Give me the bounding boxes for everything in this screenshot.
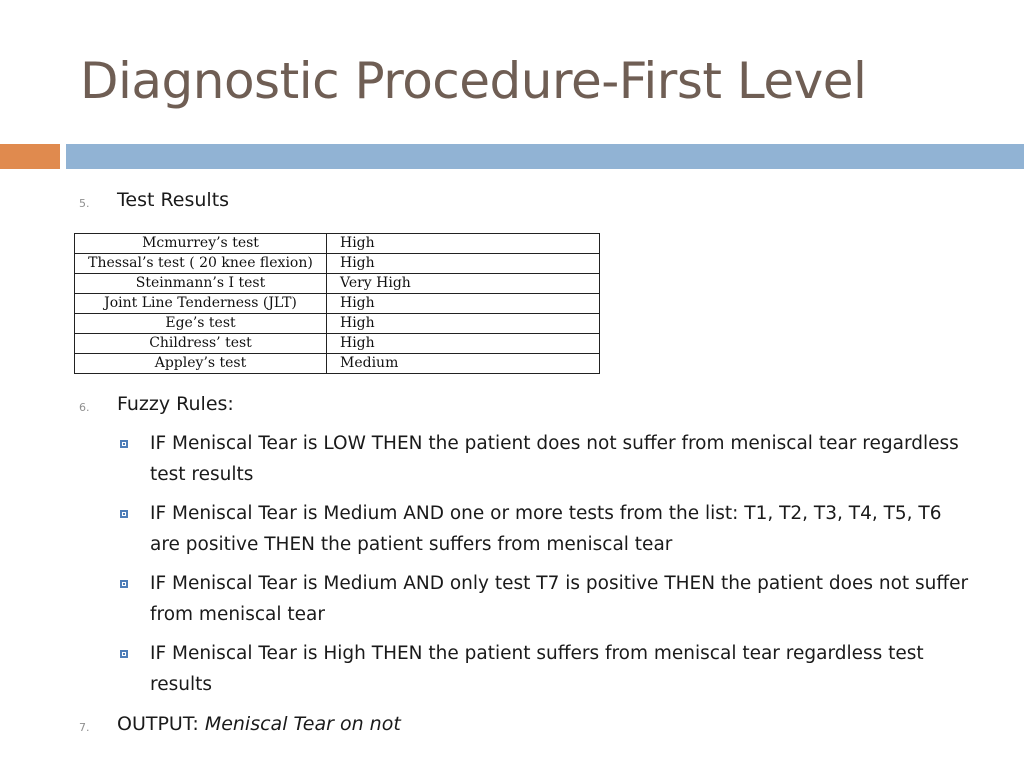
table-row [75, 314, 600, 334]
table-cell-test: Ege’s test [75, 314, 327, 334]
table-row [75, 254, 600, 274]
table-cell-result: Medium [327, 354, 600, 374]
table-cell-result: High [327, 314, 600, 334]
item-number: 7. [79, 721, 90, 734]
item-number: 5. [79, 197, 90, 210]
item-label-fuzzy-rules: Fuzzy Rules: [117, 393, 234, 415]
table-cell-test: Appley’s test [75, 354, 327, 374]
table-cell-result: Very High [327, 274, 600, 294]
item-label-test-results: Test Results [117, 189, 230, 211]
output-value: Meniscal Tear on not [204, 713, 401, 735]
table-cell-test: Childress’ test [75, 334, 327, 354]
table-cell-result: High [327, 294, 600, 314]
table-cell-test: Steinmann’s I test [75, 274, 327, 294]
test-results-table [74, 233, 600, 374]
rule-text: IF Meniscal Tear is Medium AND only test T7 is positive THEN the patient does not suffer from meniscal tear [150, 573, 969, 625]
square-bullet-icon [120, 510, 128, 518]
square-bullet-icon [120, 440, 128, 448]
table-row [75, 334, 600, 354]
table-row [75, 234, 600, 254]
table-cell-result: High [327, 234, 600, 254]
table-cell-test: Mcmurrey’s test [75, 234, 327, 254]
table-cell-test: Joint Line Tenderness (JLT) [75, 294, 327, 314]
accent-bar-orange [0, 144, 60, 169]
item-label-output [117, 713, 401, 735]
square-bullet-icon [120, 650, 128, 658]
table-cell-test: Thessal’s test ( 20 knee flexion) [75, 254, 327, 274]
rule-text: IF Meniscal Tear is High THEN the patient suffers from meniscal tear regardless test results [150, 643, 924, 695]
page-title: Diagnostic Procedure-First Level [80, 52, 867, 110]
table-row [75, 354, 600, 374]
rule-text: IF Meniscal Tear is LOW THEN the patient does not suffer from meniscal tear regardless test results [150, 433, 959, 485]
table-cell-result: High [327, 254, 600, 274]
table-row [75, 294, 600, 314]
item-number: 6. [79, 401, 90, 414]
square-bullet-icon [120, 580, 128, 588]
table-row [75, 274, 600, 294]
accent-bar-blue [66, 144, 1024, 169]
table-cell-result: High [327, 334, 600, 354]
rule-text: IF Meniscal Tear is Medium AND one or more tests from the list: T1, T2, T3, T4, T5, T6 are positive THEN the patient suffers from meniscal tear [150, 503, 942, 555]
output-label: OUTPUT: [117, 713, 199, 735]
